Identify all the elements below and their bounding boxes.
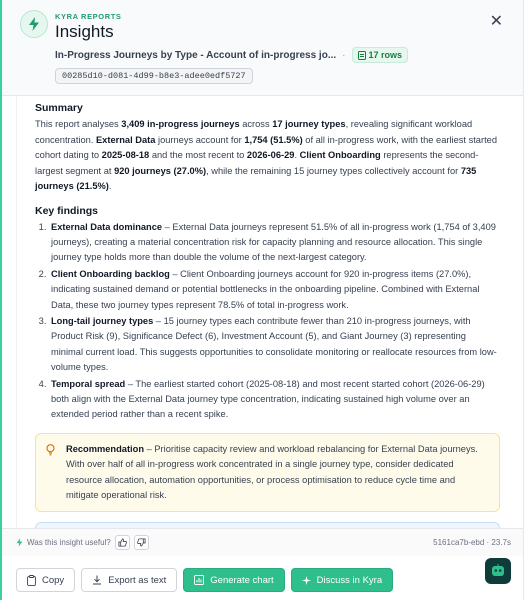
finding-item <box>49 377 500 423</box>
summary-text: represents the second-largest segment at <box>35 150 479 176</box>
finding-text: – The earliest started cohort (2025-08-18) and most recent started cohort (2026-06-29) both align with the External Data journey type concentration, indicating sustained high volume over an extended period rather than a recent spike. <box>51 378 485 420</box>
lightning-small-icon <box>16 538 23 547</box>
finding-text: – External Data journeys represent 51.5% of all in-progress work (1,754 of 3,409 journeys), creating a material concentration risk for capacity planning and resource allocation. This single journey type holds more than double the volume of the next-largest category. <box>51 221 496 263</box>
response-meta: 5161ca7b-ebd · 23.7s <box>433 538 511 547</box>
export-label: Export as text <box>108 574 167 586</box>
thumbs-down-icon[interactable] <box>134 535 149 550</box>
summary-text: . <box>108 181 112 191</box>
summary-highlight: 920 journeys (27.0%) <box>114 165 207 176</box>
summary-highlight: 2026-06-29 <box>246 150 295 160</box>
action-bar <box>16 568 393 592</box>
summary-text: , revealing significant workload concentration. <box>35 119 473 145</box>
summary-highlight: External Data <box>95 134 156 145</box>
finding-title: External Data dominance <box>51 221 163 232</box>
summary-paragraph <box>35 117 500 195</box>
summary-heading: Summary <box>35 102 83 114</box>
key-findings-heading: Key findings <box>35 204 99 217</box>
feedback-bar <box>2 528 523 556</box>
report-id-chip[interactable]: 00285d10-d081-4d99-b8e3-adee0edf5727 <box>55 68 253 84</box>
kyra-assistant-button[interactable] <box>485 558 511 584</box>
finding-item <box>49 314 500 376</box>
kyra-avatar-icon <box>490 563 506 579</box>
summary-text: across <box>239 119 273 129</box>
lightning-icon <box>20 10 48 38</box>
summary-highlight: 17 journey types <box>272 119 346 129</box>
summary-highlight: 1,754 (51.5%) <box>244 134 303 145</box>
summary-text: and the most recent to <box>149 150 247 160</box>
sparkle-icon <box>302 576 311 585</box>
finding-title: Long-tail journey types <box>51 315 154 326</box>
close-icon[interactable]: ✕ <box>489 13 503 30</box>
summary-highlight: Client Onboarding <box>299 150 381 160</box>
finding-item <box>49 220 500 266</box>
summary-text: journeys account for <box>155 134 245 145</box>
summary-highlight: 2025-08-18 <box>101 150 150 160</box>
recommendation-title: Recommendation <box>66 443 145 454</box>
page-title: Insights <box>55 22 114 41</box>
summary-text: , while the remaining 15 journey types collectively account for <box>206 165 461 176</box>
recommendation-text: – Prioritise capacity review and workload rebalancing for External Data journeys. With over half of all in-progress work concentrated in a single journey type, consider dedicated resource allocation, automation opportunities, or process optimisation to reduce cycle time and mitigate operational risk. <box>66 443 478 500</box>
discuss-in-kyra-button[interactable] <box>291 568 393 592</box>
copy-label: Copy <box>42 574 65 586</box>
copy-button[interactable] <box>16 568 75 592</box>
generate-chart-button[interactable] <box>183 568 284 592</box>
document-icon <box>358 51 366 60</box>
report-subtitle: In-Progress Journeys by Type - Account of in-progress jo... <box>55 49 337 61</box>
clipboard-icon <box>27 575 36 586</box>
finding-text: – 15 journey types each contribute fewer than 210 in-progress journeys, with Product Risk (9), Significance Defect (6), Investment Account (5), and Giant Journey (3) representing minimal current load. This suggests opportunities to consolidate monitoring or reallocate resources from low-volume types. <box>51 315 497 373</box>
feedback-question: Was this insight useful? <box>27 538 111 547</box>
summary-highlight: 735 journeys (21.5%) <box>35 165 477 191</box>
export-text-button[interactable] <box>81 568 177 592</box>
generate-chart-label: Generate chart <box>210 574 274 586</box>
finding-title: Temporal spread <box>51 378 126 389</box>
discuss-label: Discuss in Kyra <box>316 574 383 586</box>
chart-icon <box>194 575 204 585</box>
finding-title: Client Onboarding backlog <box>51 268 170 279</box>
rows-badge <box>352 47 409 63</box>
summary-text: . <box>294 150 300 160</box>
separator: · <box>342 49 346 61</box>
thumbs-up-icon[interactable] <box>115 535 130 550</box>
finding-text: – Client Onboarding journeys account for 920 in-progress items (27.0%), indicating sustained demand or potential bottlenecks in the onboarding pipeline. Combined with External Data, these two journey types represent 78.5% of total in-progress work. <box>51 268 480 310</box>
summary-text: This report analyses <box>35 119 122 129</box>
download-icon <box>92 575 102 585</box>
subtitle-row <box>55 47 408 63</box>
insight-content[interactable] <box>16 96 514 528</box>
findings-list <box>49 220 500 423</box>
panel-header <box>2 0 523 96</box>
summary-highlight: 3,409 in-progress journeys <box>121 119 240 129</box>
rows-count: 17 rows <box>368 50 403 60</box>
summary-text: of all in-progress work, with the earliest started cohort dating to <box>35 134 498 160</box>
brand-label: KYRA REPORTS <box>55 12 122 21</box>
recommendation-callout <box>35 433 500 513</box>
finding-item <box>49 267 500 313</box>
lightbulb-icon <box>46 444 55 461</box>
